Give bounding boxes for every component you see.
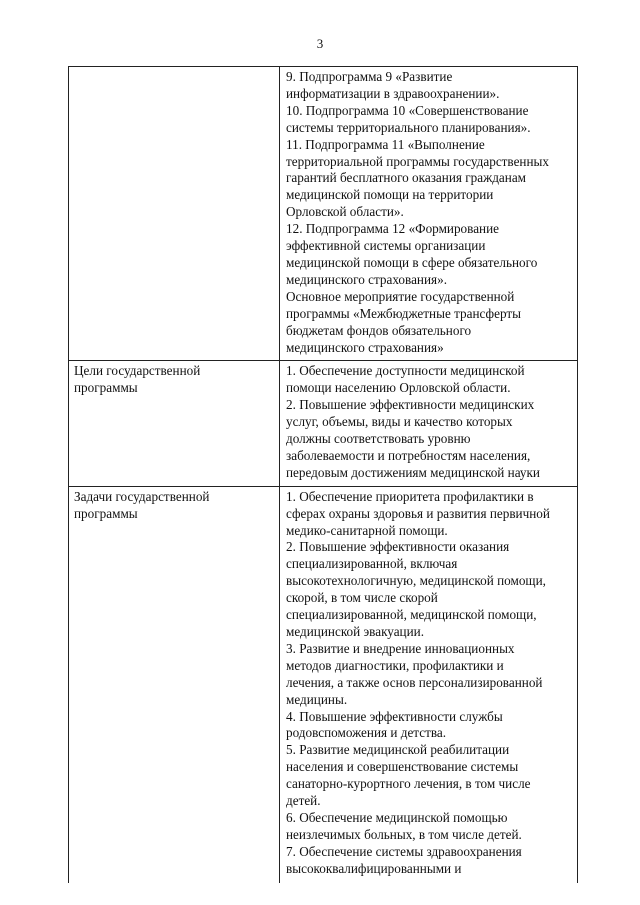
content-line: высококвалифицированными и	[286, 860, 462, 876]
page-number: 3	[316, 36, 324, 51]
program-passport-table	[68, 66, 578, 883]
label-line: программы	[74, 505, 138, 521]
label-line: программы	[74, 380, 138, 396]
content-line: 12. Подпрограмма 12 «Формирование	[286, 221, 500, 237]
content-line: медико-санитарной помощи.	[286, 522, 448, 538]
content-line: медицинской помощи в сфере обязательного	[286, 254, 538, 270]
content-line: передовым достижениям медицинской науки	[286, 464, 540, 480]
content-line: услуг, объемы, виды и качество которых	[286, 414, 513, 430]
content-line: заболеваемости и потребностям населения,	[286, 447, 531, 463]
row-label-cell	[69, 486, 280, 883]
content-line: 1. Обеспечение приоритета профилактики в	[286, 488, 534, 504]
content-line: территориальной программы государственных	[286, 153, 550, 169]
content-line: медицинского страхования».	[286, 271, 448, 287]
content-line: 9. Подпрограмма 9 «Развитие	[286, 69, 453, 84]
content-line: должны соответствовать уровню	[286, 431, 471, 447]
content-line: Основное мероприятие государственной	[286, 288, 515, 304]
content-line: 6. Обеспечение медицинской помощью	[286, 809, 508, 825]
content-line: медицинского страхования»	[286, 339, 444, 355]
content-line: информатизации в здравоохранении».	[286, 85, 500, 101]
content-line: эффективной системы организации	[286, 238, 486, 254]
content-line: лечения, а также основ персонализированной	[286, 674, 543, 690]
content-line: неизлечимых больных, в том числе детей.	[286, 826, 522, 842]
content-line: детей.	[286, 793, 321, 809]
content-line: медицины.	[286, 691, 348, 707]
table-row	[69, 486, 578, 883]
table-row	[69, 361, 578, 486]
row-content-cell	[280, 486, 578, 883]
content-line: санаторно-курортного лечения, в том числе	[286, 776, 531, 792]
label-line: Задачи государственной	[74, 488, 210, 504]
content-line: помощи населению Орловской области.	[286, 380, 511, 396]
content-line: 7. Обеспечение системы здравоохранения	[286, 843, 522, 859]
content-line: бюджетам фондов обязательного	[286, 322, 472, 338]
content-line: скорой, в том числе скорой	[286, 590, 438, 606]
content-line: медицинской эвакуации.	[286, 624, 425, 639]
content-line: 2. Повышение эффективности медицинских	[286, 397, 535, 413]
content-line: Орловской области».	[286, 204, 404, 220]
content-line: гарантий бесплатного оказания гражданам	[286, 170, 527, 186]
row-content-cell	[280, 361, 578, 486]
content-line: населения и совершенствование системы	[286, 759, 519, 775]
content-line: родовспоможения и детства.	[286, 725, 447, 741]
content-line: 2. Повышение эффективности оказания	[286, 539, 510, 555]
content-line: 5. Развитие медицинской реабилитации	[286, 742, 510, 758]
content-line: 4. Повышение эффективности службы	[286, 708, 503, 724]
row-content-cell	[280, 67, 578, 361]
content-line: методов диагностики, профилактики и	[286, 657, 504, 673]
content-line: 1. Обеспечение доступности медицинской	[286, 363, 525, 379]
label-line: Цели государственной	[74, 363, 201, 379]
content-line: медицинской помощи на территории	[286, 187, 494, 203]
content-line: высокотехнологичную, медицинской помощи,	[286, 573, 546, 589]
content-line: 11. Подпрограмма 11 «Выполнение	[286, 136, 485, 152]
content-line: программы «Межбюджетные трансферты	[286, 305, 521, 321]
content-line: 3. Развитие и внедрение инновационных	[286, 640, 515, 656]
row-label-cell	[69, 67, 280, 361]
content-line: специализированной, медицинской помощи,	[286, 607, 537, 623]
table-row	[69, 67, 578, 361]
content-line: сферах охраны здоровья и развития первичной	[286, 505, 550, 521]
content-line: системы территориального планирования».	[286, 119, 531, 135]
row-label-cell	[69, 361, 280, 486]
content-line: 10. Подпрограмма 10 «Совершенствование	[286, 102, 529, 118]
content-line: специализированной, включая	[286, 556, 458, 572]
